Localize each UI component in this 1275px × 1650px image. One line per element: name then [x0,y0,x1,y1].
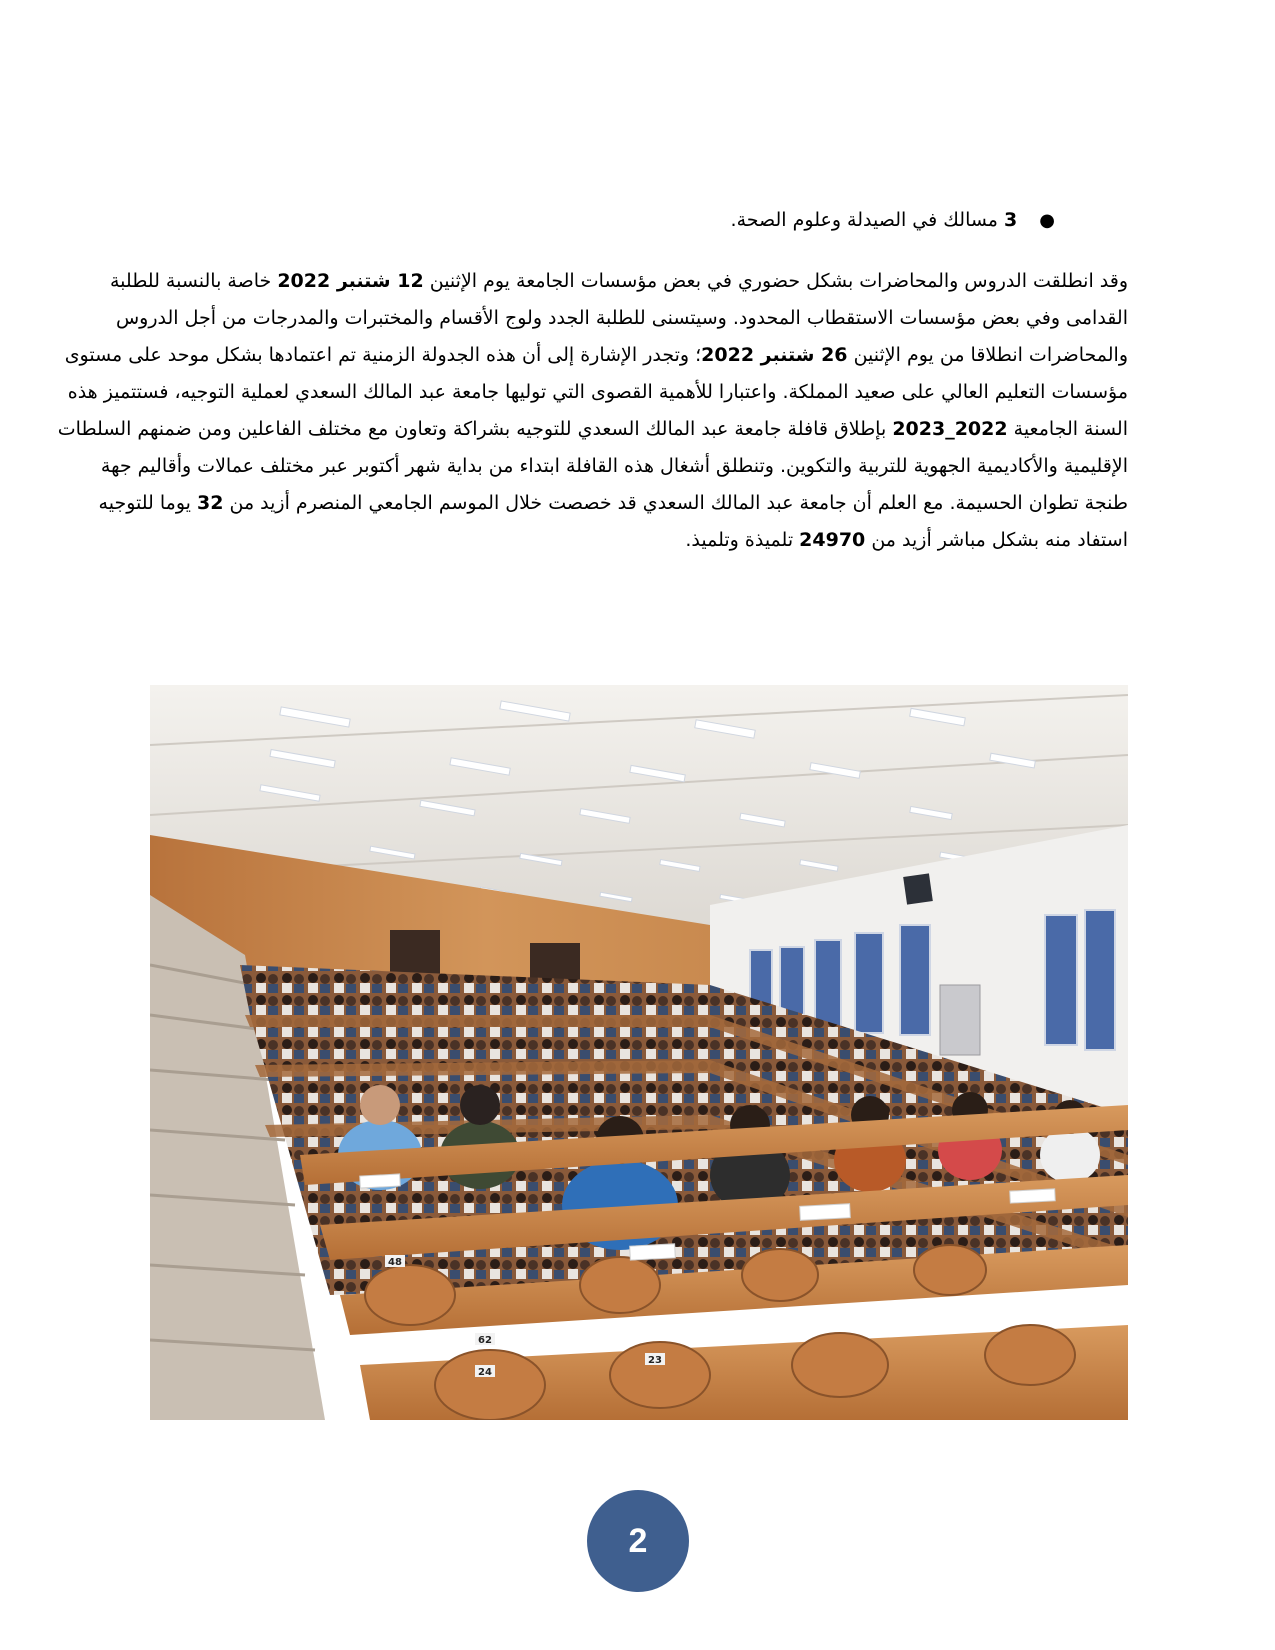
desk-number-2: 62 [478,1335,492,1346]
desk-number-3: 24 [478,1367,492,1378]
paragraph-line [64,337,1128,374]
bold-text: 2022_2023 [892,418,1008,440]
text-run: يوما للتوجيه [98,492,197,514]
text-run: الإقليمية والأكاديمية الجهوية للتربية والتكوين. وتنطلق أشغال هذه القافلة ابتداء من بداية شهر أكتوبر عبر مختلف عمالات وأقاليم جهة [100,455,1128,477]
desk-number-1: 48 [388,1257,402,1268]
text-run: تلميذة وتلميذ. [685,529,800,551]
text-run: استفاد منه بشكل مباشر أزيد من [865,529,1128,551]
text-run: خاصة بالنسبة للطلبة [110,270,278,292]
paragraph-line [100,448,1128,485]
paragraph-line [67,374,1128,411]
lecture-hall-photo [150,685,1128,1420]
text-run: بإطلاق قافلة جامعة عبد المالك السعدي للتوجيه بشراكة وتعاون مع مختلف الفاعلين ومن ضمنهم السلطات [57,418,893,440]
bullet-dot-icon: ● [1039,210,1055,231]
page-number-badge: 2 [587,1490,689,1592]
bullet-item [731,206,1055,235]
bullet-text: مسالك في الصيدلة وعلوم الصحة. [730,209,998,231]
text-run: القدامى وفي بعض مؤسسات الاستقطاب المحدود. وسيتسنى للطلبة الجدد ولوج الأقسام والمختبرات والمدرجات من أجل الدروس [115,307,1128,329]
paragraph-line [115,300,1128,337]
bold-text: 32 [197,492,224,514]
bold-text: 12 شتنبر 2022 [277,270,424,292]
desk-number-4: 23 [648,1355,662,1366]
text-run: والمحاضرات انطلاقا من يوم الإثنين [847,344,1128,366]
paragraph-line [57,411,1128,448]
paragraph-line [98,485,1128,522]
text-run: ؛ وتجدر الإشارة إلى أن هذه الجدولة الزمنية تم اعتمادها بشكل موحد على مستوى [64,344,702,366]
body-paragraph [57,263,1128,559]
paragraph-line [110,263,1128,300]
bullet-number: 3 [1004,209,1018,231]
bold-text: 26 شتنبر 2022 [701,344,848,366]
text-run: وقد انطلقت الدروس والمحاضرات بشكل حضوري في بعض مؤسسات الجامعة يوم الإثنين [423,270,1128,292]
paragraph-line [150,522,1128,559]
bold-text: 24970 [799,529,866,551]
text-run: طنجة تطوان الحسيمة. مع العلم أن جامعة عبد المالك السعدي قد خصصت خلال الموسم الجامعي المنصرم أزيد من [223,492,1128,514]
text-run: مؤسسات التعليم العالي على صعيد المملكة. واعتبارا للأهمية القصوى التي توليها جامعة عبد المالك السعدي لعملية التوجيه، فستتميز هذه [67,381,1128,403]
text-run: السنة الجامعية [1007,418,1128,440]
